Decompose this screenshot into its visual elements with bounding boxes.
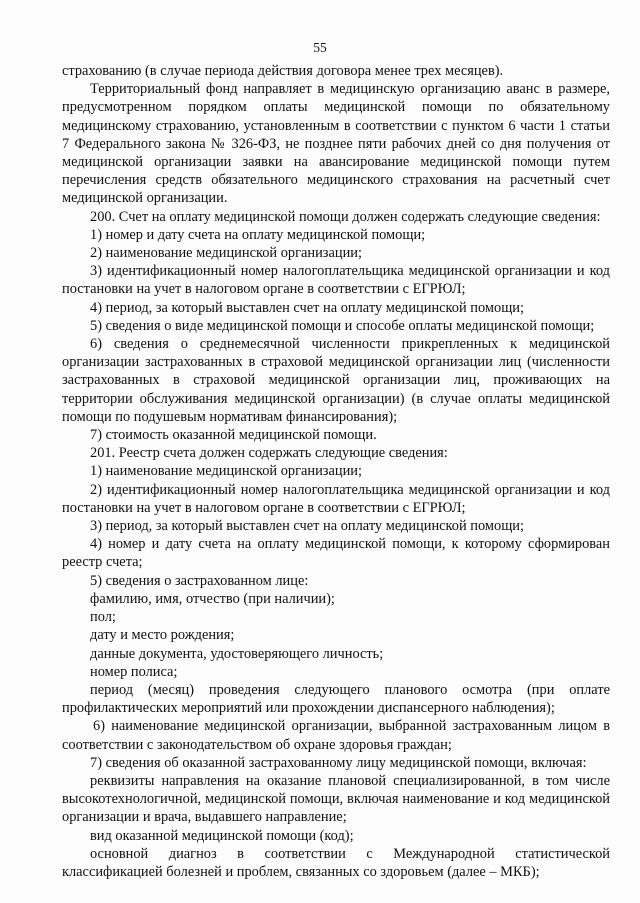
paragraph: период (месяц) проведения следующего планового осмотра (при оплате профилактических мероприятий или прохождении диспансерного наблюдения); [62,681,610,717]
paragraph: 201. Реестр счета должен содержать следующие сведения: [90,445,448,462]
paragraph: страхованию (в случае периода действия договора менее трех месяцев). [62,63,504,79]
paragraph: вид оказанной медицинской помощи (код); [90,827,354,844]
paragraph: фамилию, имя, отчество (при наличии); [90,590,335,607]
paragraph: пол; [90,609,116,626]
paragraph: 2) идентификационный номер налогоплательщика медицинской организации и код постановки на учет в налоговом органе в соответствии с ЕГРЮЛ; [62,481,610,516]
paragraph: 7) стоимость оказанной медицинской помощи. [90,427,377,444]
document-body [62,62,610,881]
paragraph: реквизиты направления на оказание плановой специализированной, в том числе высокотехнологичной, медицинской помощи, включая наименование и код медицинской организации и врача, выдавшего направление; [62,772,610,826]
page-number: 55 [313,40,327,55]
paragraph: номер полиса; [90,663,178,680]
paragraph: 3) период, за который выставлен счет на оплату медицинской помощи; [90,518,524,535]
paragraph: 5) сведения о застрахованном лице: [90,572,309,589]
paragraph: 3) идентификационный номер налогоплательщика медицинской организации и код постановки на учет в налоговом органе в соответствии с ЕГРЮЛ; [62,263,610,298]
paragraph: данные документа, удостоверяющего личность; [90,645,384,662]
paragraph: 200. Счет на оплату медицинской помощи должен содержать следующие сведения: [90,208,601,225]
paragraph: 1) номер и дату счета на оплату медицинской помощи; [90,226,426,243]
paragraph: 4) номер и дату счета на оплату медицинской помощи, к которому сформирован реестр счета; [62,536,610,571]
paragraph: 4) период, за который выставлен счет на оплату медицинской помощи; [90,299,524,316]
paragraph: основной диагноз в соответствии с Международной статистической классификацией болезней и проблем, связанных со здоровьем (далее – МКБ); [62,845,610,880]
paragraph: 2) наименование медицинской организации; [90,245,362,262]
paragraph: 1) наименование медицинской организации; [90,463,362,480]
paragraph: 6) наименование медицинской организации, выбранной застрахованным лицом в соответствии с законодательством об охране здоровья граждан; [62,718,610,753]
paragraph: 5) сведения о виде медицинской помощи и способе оплаты медицинской помощи; [90,317,595,334]
paragraph: дату и место рождения; [90,627,235,644]
paragraph: 7) сведения об оказанной застрахованному лицу медицинской помощи, включая: [90,754,587,771]
paragraph: 6) сведения о среднемесячной численности прикрепленных к медицинской организации застрахованных в страховой медицинской организации лиц (численности застрахованных в страховой медицинской организации лиц, проживающих на территории обслуживания медицинской организации) (в случае оплаты медицинской помощи по подушевым нормативам финансирования); [62,336,610,425]
paragraph: Территориальный фонд направляет в медицинскую организацию аванс в размере, предусмотренном порядком оплаты медицинской помощи по обязательному медицинскому страхованию, установленным в соответствии с пунктом 6 части 1 статьи 7 Федерального закона № 326-ФЗ, не позднее пяти рабочих дней со дня получения от медицинской организации заявки на авансирование медицинской помощи путем перечисления средств обязательного медицинского страхования на расчетный счет медицинской организации. [62,81,610,207]
